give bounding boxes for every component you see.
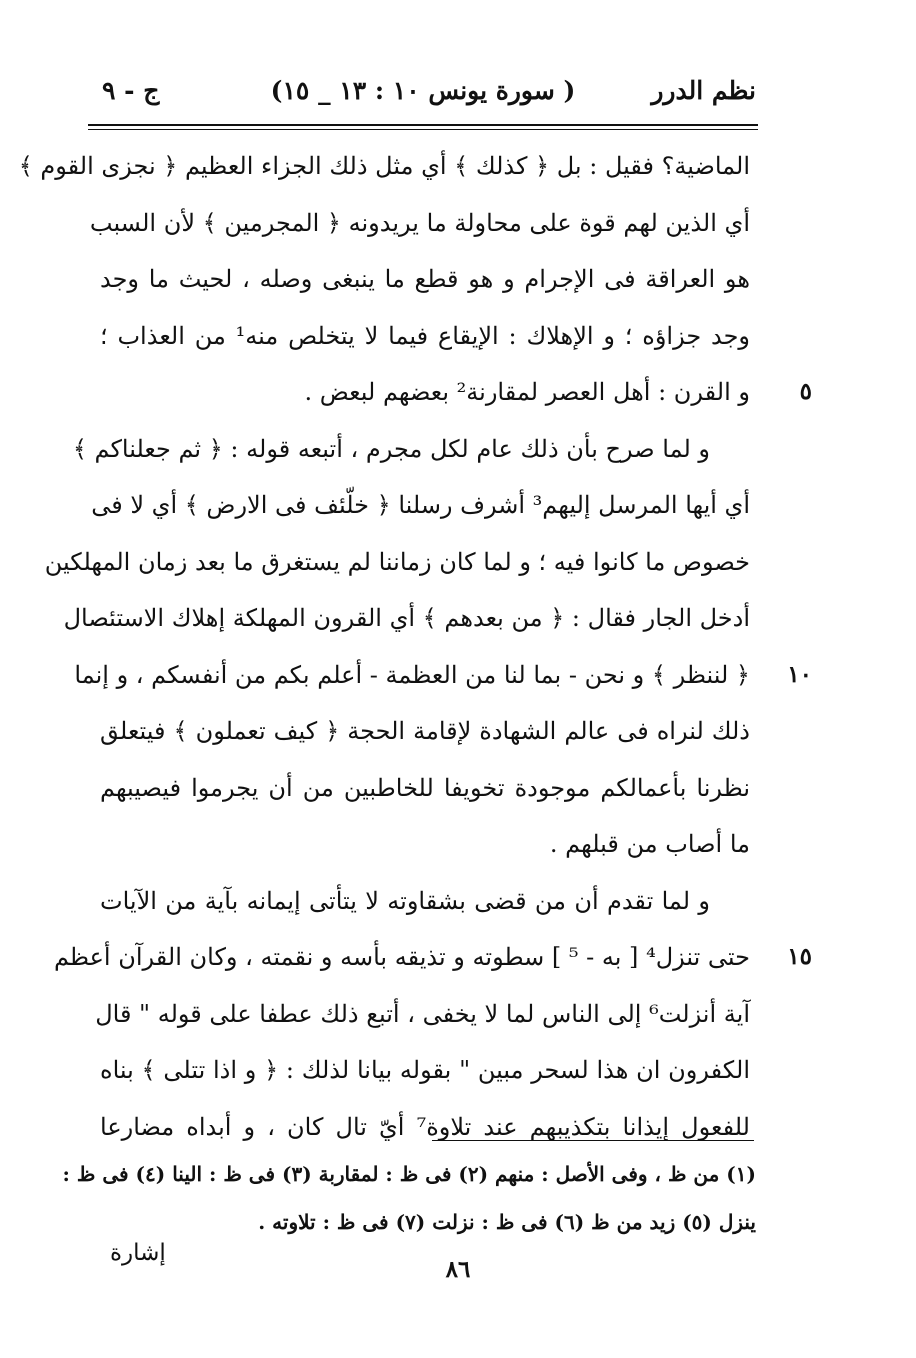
line-text: آية أنزلت⁶ إلى الناس لما لا يخفى ، أتبع ذلك عطفا على قوله " قال: [95, 999, 750, 1028]
line-text: خصوص ما كانوا فيه ؛ و لما كان زماننا لم يستغرق ما بعد زمان المهلكين: [44, 547, 750, 576]
line-text: ﴿ لننظر ﴾ و نحن - بما لنا من العظمة - أعلم بكم من أنفسكم ، و إنما: [74, 660, 750, 689]
text-line: [100, 816, 750, 873]
catchword: إشارة: [110, 1240, 166, 1266]
footnote-line: ينزل (٥) زيد من ظ (٦) فى ظ : نزلت (٧) فى ظ : تلاوته .: [258, 1210, 756, 1234]
line-number: ١٥: [787, 943, 812, 970]
text-line: [18, 138, 750, 195]
text-line: [100, 364, 812, 421]
text-line: [100, 873, 750, 930]
header-rule: [88, 124, 758, 130]
footnote-rule: [432, 1140, 754, 1141]
text-line: [53, 929, 812, 986]
surah-reference: ( سورة يونس ١٠ : ١٣ _ ١٥): [270, 76, 576, 105]
running-header: [90, 72, 756, 116]
footnotes: [62, 1150, 756, 1246]
line-number: ١٠: [787, 660, 812, 688]
text-line: [44, 534, 750, 591]
line-text: و لما صرح بأن ذلك عام لكل مجرم ، أتبعه قوله : ﴿ ثم جعلناكم ﴾: [72, 434, 710, 463]
text-line: [100, 1042, 750, 1099]
text-line: [72, 421, 750, 478]
text-line: [100, 1099, 750, 1156]
line-text: ما أصاب من قبلهم .: [549, 830, 750, 858]
text-line: [63, 590, 750, 647]
volume-number: ج - ٩: [102, 76, 160, 105]
line-text: هو العراقة فى الإجرام و هو قطع ما ينبغى وصله ، لحيث ما وجد: [100, 265, 750, 293]
text-line: [100, 703, 750, 760]
page-number: ٨٦: [445, 1256, 471, 1283]
line-text: الكفرون ان هذا لسحر مبين " بقوله بيانا لذلك : ﴿ و اذا تتلى ﴾ بناه: [100, 1056, 750, 1084]
line-text: للفعول إيذانا بتكذيبهم عند تلاوة⁷ أيّ تال كان ، و أبداه مضارعا: [100, 1112, 750, 1141]
line-text: أي الذين لهم قوة على محاولة ما يريدونه ﴿ المجرمين ﴾ لأن السبب: [89, 208, 750, 237]
line-text: ذلك لنراه فى عالم الشهادة لإقامة الحجة ﴿ كيف تعملون ﴾ فيتعلق: [100, 717, 750, 745]
line-text: الماضية؟ فقيل : بل ﴿ كذلك ﴾ أي مثل ذلك الجزاء العظيم ﴿ نجزى القوم ﴾: [18, 152, 750, 180]
line-text: حتى تنزل⁴ [ به - ⁵ ] سطوته و تذيقه بأسه و نقمته ، وكان القرآن أعظم: [53, 943, 750, 971]
line-number: ٥: [799, 378, 812, 405]
text-line: [100, 760, 750, 817]
line-text: أي أيها المرسل إليهم³ أشرف رسلنا ﴿ خلّئف فى الارض ﴾ أي لا فى: [91, 491, 750, 519]
text-line: [74, 647, 812, 704]
line-text: و لما تقدم أن من قضى بشقاوته لا يتأتى إيمانه بآية من الآيات: [100, 886, 710, 915]
footnote-line: (١) من ظ ، وفى الأصل : منهم (٢) فى ظ : لمقاربة (٣) فى ظ : الينا (٤) فى ظ :: [62, 1162, 756, 1186]
book-title: نظم الدرر: [651, 76, 756, 105]
text-line: [91, 477, 750, 534]
main-text: [18, 138, 812, 1155]
text-line: [89, 195, 750, 252]
line-text: وجد جزاؤه ؛ و الإهلاك : الإيقاع فيما لا يتخلص منه¹ من العذاب ؛: [100, 321, 751, 350]
text-line: [100, 308, 750, 365]
text-line: [95, 986, 750, 1043]
line-text: نظرنا بأعمالكم موجودة تخويفا للخاطبين من أن يجرموا فيصيبهم: [100, 773, 750, 802]
line-text: أدخل الجار فقال : ﴿ من بعدهم ﴾ أي القرون المهلكة إهلاك الاستئصال: [63, 604, 750, 632]
text-line: [100, 251, 750, 308]
line-text: و القرن : أهل العصر لمقارنة² بعضهم لبعض .: [304, 378, 750, 406]
